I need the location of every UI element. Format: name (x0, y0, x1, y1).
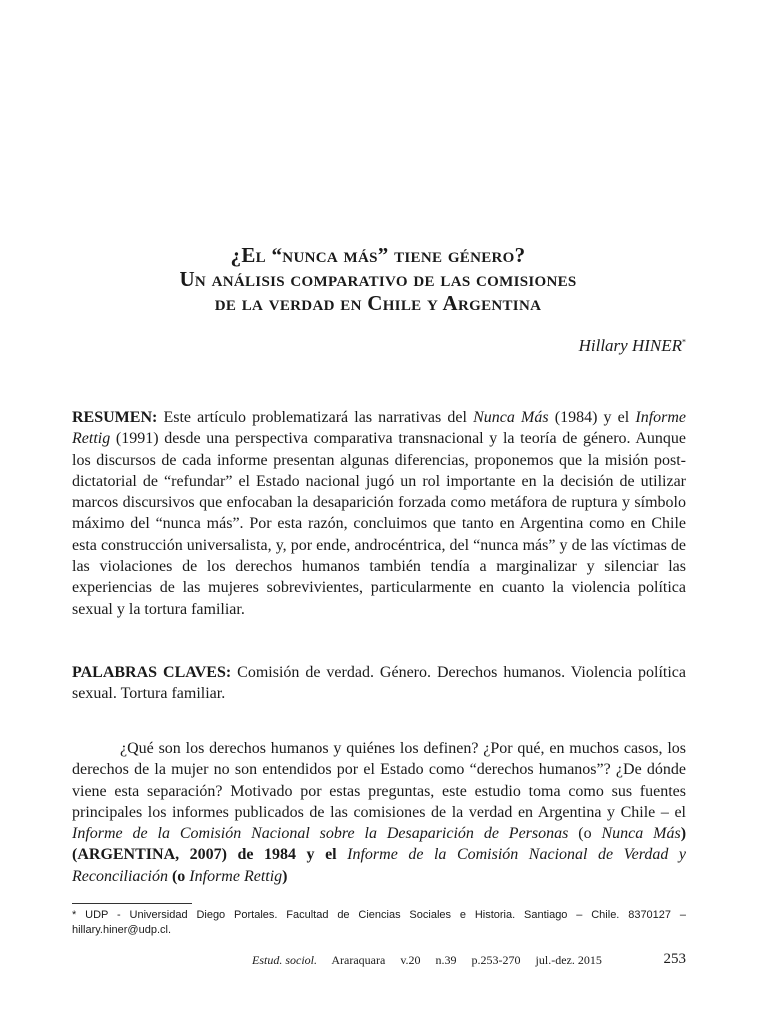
journal-footer (252, 953, 614, 968)
journal-number: n.39 (435, 953, 457, 967)
footnote: * UDP - Universidad Diego Portales. Facultad de Ciencias Sociales e Historia. Santiago – Chile. 8370127 – hillary.hiner@udp.cl. (72, 909, 686, 936)
abstract-italic-informe-rettig: Informe Rettig (72, 409, 687, 448)
title-line-1: ¿El “nunca más” tiene género? (230, 243, 526, 267)
journal-name: Estud. sociol. (252, 953, 317, 967)
author-footnote-marker: * (682, 337, 686, 347)
abstract-text: (1991) desde una perspectiva comparativa transnacional y la teoría de género. Aunque los discursos de cada informe presentan algunas diferencias, proponemos que la misión post-dictatorial de “refundar” el Estado nacional jugó un rol importante en la decisión de utilizar marcos discursivos que enfocaban la desaparición forzada como metáfora de ruptura y símbolo máximo del “nunca más”. Por esta razón, concluimos que tanto en Argentina como en Chile esta construcción universalista, y, por ende, androcéntrica, del “nunca más” y de las víctimas de las violaciones de los derechos humanos también tendía a marginalizar y silenciar las experiencias de las mujeres sobrevivientes, particularmente en cuanto la violencia política sexual y la tortura familiar. (72, 430, 686, 618)
intro-italic: Nunca Más (601, 825, 681, 843)
intro-italic: Informe Rettig (189, 867, 283, 885)
keywords-paragraph (72, 662, 686, 705)
journal-pages: p.253-270 (471, 953, 521, 967)
intro-text: ¿Qué son los derechos humanos y quiénes los definen? ¿Por qué, en muchos casos, los derechos de la mujer no son entendidos por el Estado como “derechos humanos”? ¿De dónde viene esta separación? Motivado por estas preguntas, este estudio toma como sus fuentes principales los informes publicados de las comisiones de la verdad en Argentina y Chile – el (72, 740, 686, 821)
intro-bold-text: ) (ARGENTINA, 2007) de 1984 y el (72, 825, 687, 864)
page-number: 253 (663, 951, 686, 967)
keywords-label: PALABRAS CLAVES: (72, 664, 232, 681)
footnote-divider (72, 903, 192, 904)
intro-text: (o (568, 825, 602, 843)
title-line-2: Un análisis comparativo de las comisiones (179, 267, 577, 291)
abstract-label: RESUMEN: (72, 409, 158, 426)
author-byline (579, 336, 686, 356)
journal-volume: v.20 (400, 953, 421, 967)
abstract-paragraph (72, 407, 686, 620)
intro-paragraph (72, 738, 686, 887)
abstract-text: (1984) y el (548, 409, 636, 426)
abstract-italic-nunca-mas: Nunca Más (473, 409, 549, 426)
journal-city: Araraquara (331, 953, 386, 967)
abstract-text: Este artículo problematizará las narrativas del (157, 409, 474, 426)
author-name: Hillary HINER (578, 336, 682, 355)
journal-date: jul.-dez. 2015 (535, 953, 602, 967)
title-line-3: de la verdad en Chile y Argentina (214, 291, 542, 315)
keywords-text: Comisión de verdad. Género. Derechos humanos. Violencia política sexual. Tortura familiar. (72, 664, 686, 703)
intro-italic: Informe de la Comisión Nacional sobre la Desaparición de Personas (72, 825, 569, 843)
intro-bold-text: (o (167, 867, 190, 885)
article-title (70, 243, 686, 315)
intro-bold-text: ) (282, 867, 288, 885)
intro-italic: Informe de la Comisión Nacional de Verdad y Reconciliación (72, 846, 686, 885)
